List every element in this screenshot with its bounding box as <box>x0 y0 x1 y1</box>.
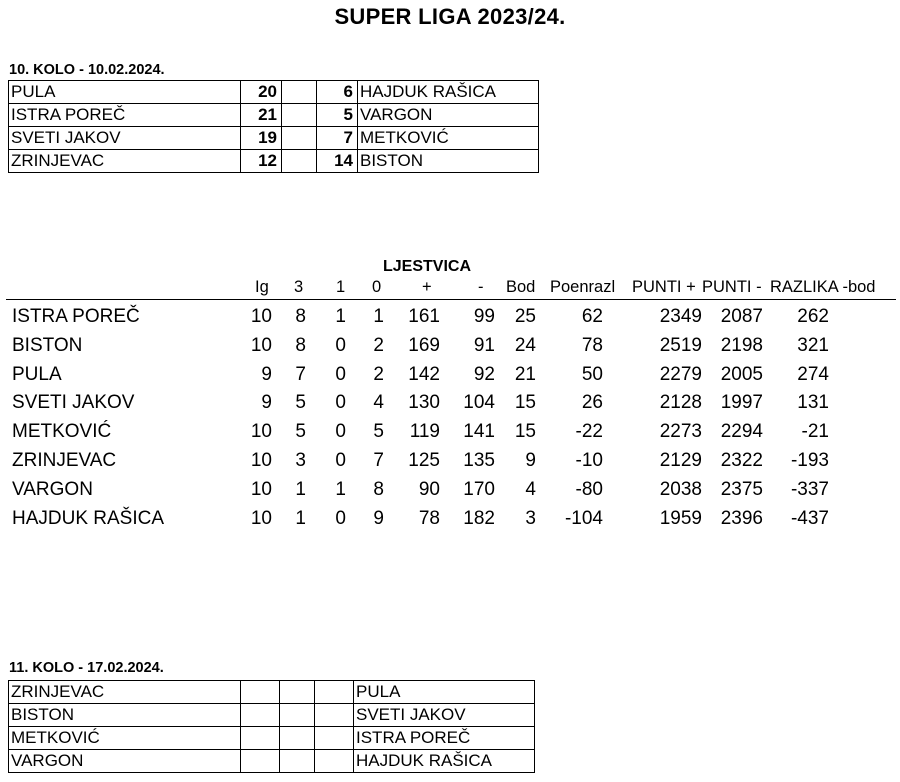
round-11-heading: 11. KOLO - 17.02.2024. <box>9 660 164 676</box>
wins-cell: 1 <box>295 478 306 500</box>
header-punti-minus: PUNTI - <box>702 278 762 296</box>
empty-cell <box>282 127 317 150</box>
standings-row <box>0 392 900 421</box>
header-bod: Bod <box>506 278 536 296</box>
points-against-cell: 135 <box>463 450 495 471</box>
poenrazl-cell: -80 <box>575 478 603 500</box>
draws-cell: 1 <box>335 478 346 500</box>
team-name: SVETI JAKOV <box>12 392 135 414</box>
points-against-cell: 99 <box>473 306 495 327</box>
punti-plus-cell: 2129 <box>659 450 702 471</box>
match-row <box>9 81 539 104</box>
games-played-cell: 9 <box>261 363 272 385</box>
header-minus: - <box>478 278 484 296</box>
losses-cell: 1 <box>373 306 384 327</box>
points-against-cell: 91 <box>473 334 495 356</box>
points-for-cell: 142 <box>408 363 440 385</box>
home-score: 19 <box>241 127 282 150</box>
away-score: 5 <box>317 104 358 127</box>
empty-cell <box>315 704 354 727</box>
losses-cell: 5 <box>373 421 384 443</box>
empty-cell <box>280 681 315 704</box>
draws-cell: 0 <box>335 392 346 414</box>
home-team: ISTRA POREČ <box>9 104 241 127</box>
away-team: SVETI JAKOV <box>354 704 535 727</box>
wins-cell: 3 <box>295 450 306 471</box>
header-poenrazl: Poenrazl <box>550 278 616 296</box>
games-played-cell: 9 <box>261 392 272 414</box>
header-razlika-bod: RAZLIKA -bod <box>770 278 876 296</box>
punti-minus-cell: 2198 <box>720 334 763 356</box>
team-name: METKOVIĆ <box>12 421 112 443</box>
punti-minus-cell: 2087 <box>720 306 763 327</box>
empty-cell <box>280 750 315 773</box>
bod-cell: 4 <box>525 478 536 500</box>
header-divider <box>6 299 896 300</box>
home-score: 20 <box>241 81 282 104</box>
standings-title: LJESTVICA <box>383 258 472 275</box>
empty-cell <box>280 727 315 750</box>
razlika-cell: -337 <box>790 478 829 500</box>
points-against-cell: 141 <box>463 421 495 443</box>
games-played-cell: 10 <box>250 507 272 529</box>
losses-cell: 2 <box>373 334 384 356</box>
empty-cell <box>315 681 354 704</box>
standings-row <box>0 335 900 364</box>
match-row <box>9 150 539 173</box>
losses-cell: 4 <box>373 392 384 414</box>
away-score: 7 <box>317 127 358 150</box>
wins-cell: 7 <box>295 363 306 385</box>
home-team: METKOVIĆ <box>9 727 241 750</box>
games-played-cell: 10 <box>250 334 272 356</box>
header-draws: 1 <box>336 278 346 296</box>
punti-plus-cell: 2519 <box>659 334 702 356</box>
draws-cell: 0 <box>335 421 346 443</box>
punti-plus-cell: 2279 <box>659 363 702 385</box>
away-team: HAJDUK RAŠICA <box>354 750 535 773</box>
home-team: BISTON <box>9 704 241 727</box>
punti-minus-cell: 2396 <box>720 507 763 529</box>
punti-plus-cell: 2128 <box>659 392 702 414</box>
away-team: METKOVIĆ <box>358 127 539 150</box>
fixture-row <box>9 727 535 750</box>
razlika-cell: 274 <box>797 363 829 385</box>
points-for-cell: 78 <box>418 507 440 529</box>
losses-cell: 9 <box>373 507 384 529</box>
points-for-cell: 161 <box>408 306 440 327</box>
standings-row <box>0 306 900 335</box>
team-name: VARGON <box>12 478 93 500</box>
header-plus: + <box>422 278 432 296</box>
punti-plus-cell: 2349 <box>659 306 702 327</box>
losses-cell: 8 <box>373 478 384 500</box>
punti-minus-cell: 2375 <box>720 478 763 500</box>
empty-cell <box>282 104 317 127</box>
home-team: PULA <box>9 81 241 104</box>
match-row <box>9 127 539 150</box>
punti-plus-cell: 1959 <box>659 507 702 529</box>
empty-cell <box>241 727 280 750</box>
wins-cell: 5 <box>295 421 306 443</box>
empty-cell <box>315 727 354 750</box>
poenrazl-cell: 26 <box>581 392 603 414</box>
points-against-cell: 182 <box>463 507 495 529</box>
points-against-cell: 104 <box>463 392 495 414</box>
bod-cell: 3 <box>525 507 536 529</box>
punti-minus-cell: 1997 <box>720 392 763 414</box>
home-team: VARGON <box>9 750 241 773</box>
razlika-cell: 321 <box>797 334 829 356</box>
poenrazl-cell: 50 <box>581 363 603 385</box>
draws-cell: 0 <box>335 507 346 529</box>
empty-cell <box>282 81 317 104</box>
away-team: VARGON <box>358 104 539 127</box>
empty-cell <box>280 704 315 727</box>
draws-cell: 1 <box>335 306 346 327</box>
punti-plus-cell: 2038 <box>659 478 702 500</box>
home-score: 12 <box>241 150 282 173</box>
poenrazl-cell: -10 <box>575 450 603 471</box>
razlika-cell: 262 <box>797 306 829 327</box>
fixture-row <box>9 704 535 727</box>
match-row <box>9 104 539 127</box>
away-score: 14 <box>317 150 358 173</box>
empty-cell <box>241 681 280 704</box>
away-team: BISTON <box>358 150 539 173</box>
home-team: ZRINJEVAC <box>9 681 241 704</box>
away-team: PULA <box>354 681 535 704</box>
standings-row <box>0 508 900 537</box>
team-name: ISTRA POREČ <box>12 306 140 327</box>
standings-row <box>0 364 900 393</box>
header-ig: Ig <box>255 278 269 296</box>
header-wins: 3 <box>294 278 304 296</box>
losses-cell: 7 <box>373 450 384 471</box>
wins-cell: 1 <box>295 507 306 529</box>
bod-cell: 15 <box>514 421 536 443</box>
points-for-cell: 130 <box>408 392 440 414</box>
draws-cell: 0 <box>335 450 346 471</box>
razlika-cell: -437 <box>790 507 829 529</box>
draws-cell: 0 <box>335 363 346 385</box>
header-losses: 0 <box>372 278 382 296</box>
team-name: HAJDUK RAŠICA <box>12 507 165 529</box>
bod-cell: 9 <box>525 450 536 471</box>
empty-cell <box>282 150 317 173</box>
team-name: PULA <box>12 363 62 385</box>
punti-minus-cell: 2322 <box>720 450 763 471</box>
points-for-cell: 90 <box>418 478 440 500</box>
home-team: ZRINJEVAC <box>9 150 241 173</box>
round-11-fixtures-table <box>8 680 535 773</box>
punti-plus-cell: 2273 <box>659 421 702 443</box>
fixture-row <box>9 681 535 704</box>
points-against-cell: 92 <box>473 363 495 385</box>
home-team: SVETI JAKOV <box>9 127 241 150</box>
games-played-cell: 10 <box>250 478 272 500</box>
round-10-heading: 10. KOLO - 10.02.2024. <box>9 62 165 78</box>
razlika-cell: 131 <box>797 392 829 414</box>
poenrazl-cell: 62 <box>581 306 603 327</box>
team-name: BISTON <box>12 334 83 356</box>
points-for-cell: 125 <box>408 450 440 471</box>
away-team: HAJDUK RAŠICA <box>358 81 539 104</box>
empty-cell <box>315 750 354 773</box>
wins-cell: 5 <box>295 392 306 414</box>
games-played-cell: 10 <box>250 306 272 327</box>
punti-minus-cell: 2005 <box>720 363 763 385</box>
bod-cell: 21 <box>514 363 536 385</box>
points-for-cell: 169 <box>408 334 440 356</box>
losses-cell: 2 <box>373 363 384 385</box>
away-score: 6 <box>317 81 358 104</box>
punti-minus-cell: 2294 <box>720 421 763 443</box>
games-played-cell: 10 <box>250 421 272 443</box>
draws-cell: 0 <box>335 334 346 356</box>
standings-row <box>0 421 900 450</box>
poenrazl-cell: -104 <box>564 507 603 529</box>
games-played-cell: 10 <box>250 450 272 471</box>
fixture-row <box>9 750 535 773</box>
page-title: SUPER LIGA 2023/24. <box>334 4 566 29</box>
wins-cell: 8 <box>295 306 306 327</box>
points-against-cell: 170 <box>463 478 495 500</box>
empty-cell <box>241 704 280 727</box>
empty-cell <box>241 750 280 773</box>
wins-cell: 8 <box>295 334 306 356</box>
round-10-results-table <box>8 80 539 173</box>
bod-cell: 15 <box>514 392 536 414</box>
team-name: ZRINJEVAC <box>12 450 117 471</box>
bod-cell: 25 <box>514 306 536 327</box>
bod-cell: 24 <box>514 334 536 356</box>
header-punti-plus: PUNTI + <box>632 278 696 296</box>
standings-row <box>0 479 900 508</box>
razlika-cell: -21 <box>801 421 829 443</box>
home-score: 21 <box>241 104 282 127</box>
standings-row <box>0 450 900 479</box>
poenrazl-cell: 78 <box>581 334 603 356</box>
away-team: ISTRA POREČ <box>354 727 535 750</box>
razlika-cell: -193 <box>790 450 829 471</box>
poenrazl-cell: -22 <box>575 421 603 443</box>
points-for-cell: 119 <box>409 421 440 443</box>
